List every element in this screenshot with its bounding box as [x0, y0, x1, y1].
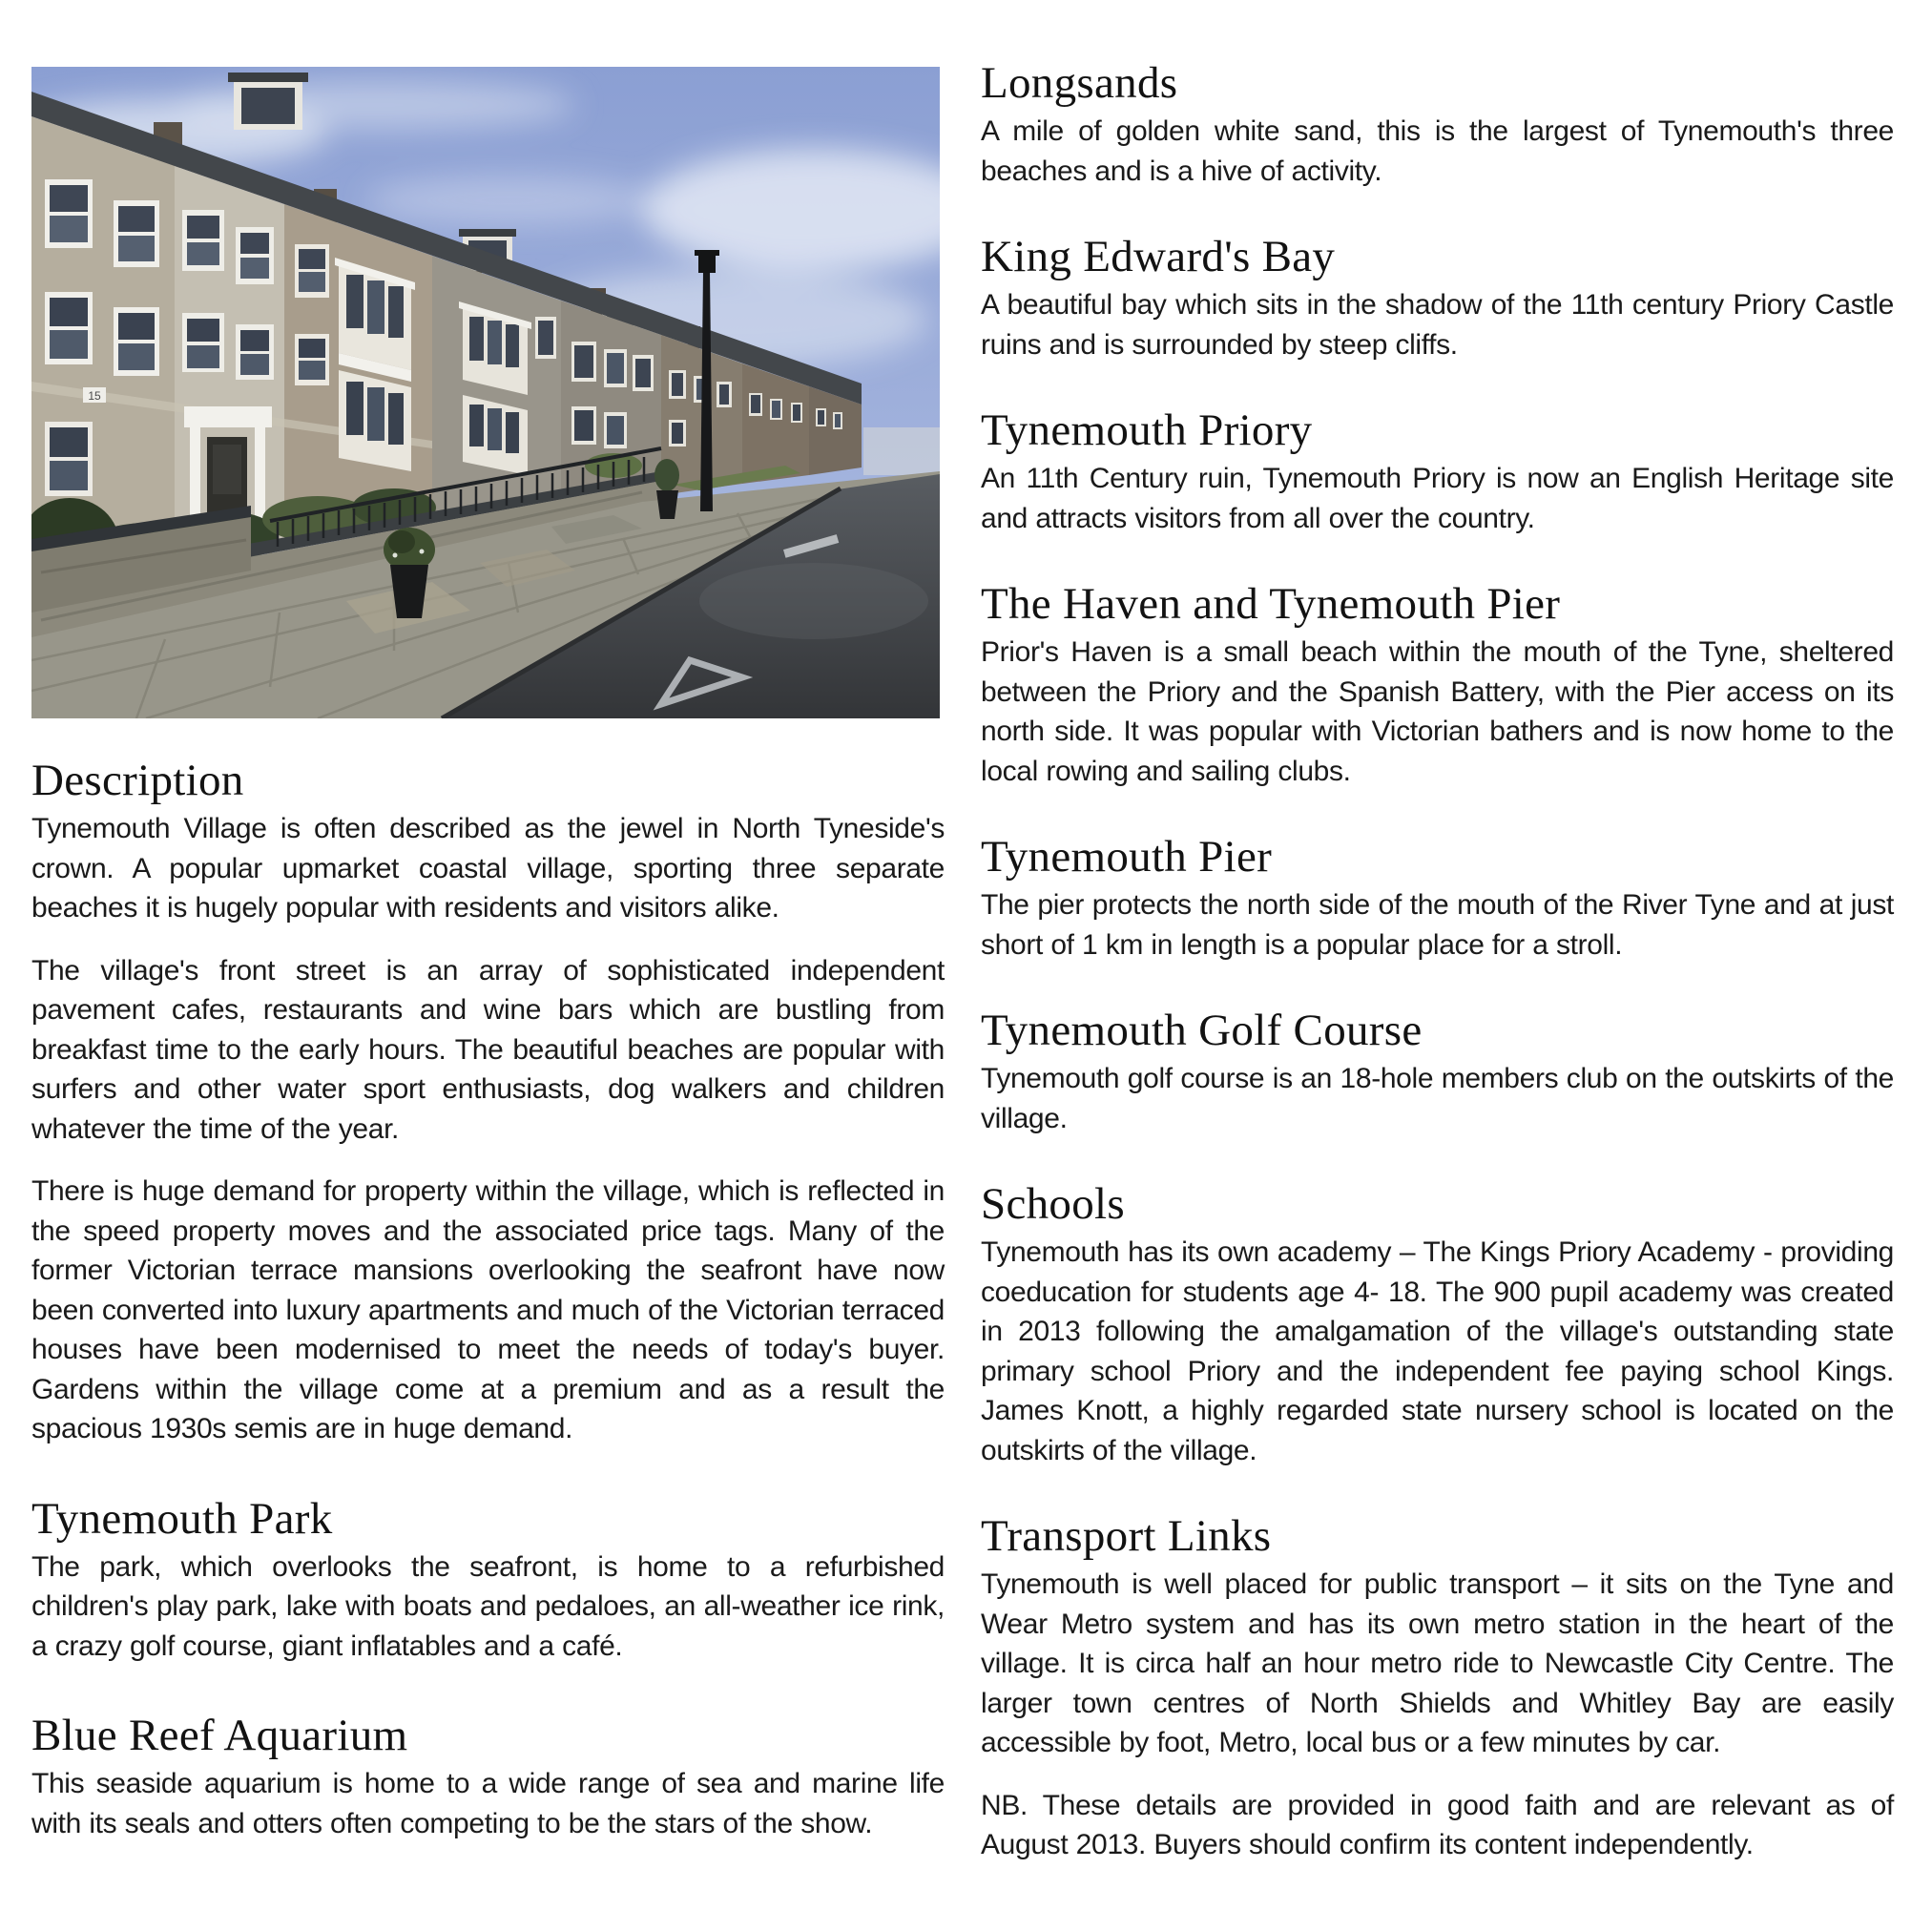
svg-text:15: 15: [88, 389, 101, 403]
section-heading: Schools: [981, 1179, 1125, 1229]
section-haven-and-pier: [981, 580, 1894, 791]
section-paragraph: Tynemouth has its own academy – The Kings Priory Academy - providing coeducation for students age 4- 18. The 900 pupil academy was created in 2013 following the amalgamation of the village's outstanding state primary school Priory and the independent fee paying school Kings. James Knott, a highly regarded state nursery school is located on the outskirts of the village.: [981, 1236, 1894, 1466]
section-paragraph: The park, which overlooks the seafront, is home to a refurbished children's play park, lake with boats and pedaloes, an all-weather ice rink, a crazy golf course, giant inflatables and a café.: [31, 1550, 945, 1662]
section-paragraph: There is huge demand for property within the village, which is reflected in the speed property moves and the associated price tags. Many of the former Victorian terrace mansions overlooking the seafront have now been converted into luxury apartments and much of the Victorian terraced houses have been modernised to meet the needs of today's buyer. Gardens within the village come at a premium and as a result the spacious 1930s semis are in huge demand.: [31, 1175, 945, 1444]
section-king-edwards-bay: [981, 233, 1894, 364]
section-paragraph: This seaside aquarium is home to a wide range of sea and marine life with its seals and otters often competing to be the stars of the show.: [31, 1768, 945, 1839]
disclaimer-note: NB. These details are provided in good faith and are relevant as of August 2013. Buyers should confirm its content independently.: [981, 1789, 1894, 1860]
section-paragraph: Tynemouth golf course is an 18-hole members club on the outskirts of the village.: [981, 1063, 1894, 1134]
section-description: [31, 757, 945, 1449]
section-paragraph: Tynemouth Village is often described as the jewel in North Tyneside's crown. A popular upmarket coastal village, sporting three separate beaches it is hugely popular with residents and visitors alike.: [31, 813, 945, 924]
section-golf-course: [981, 1007, 1894, 1138]
section-paragraph: An 11th Century ruin, Tynemouth Priory is now an English Heritage site and attracts visitors from all over the country.: [981, 463, 1894, 534]
section-blue-reef-aquarium: [31, 1712, 945, 1843]
section-paragraph: The pier protects the north side of the mouth of the River Tyne and at just short of 1 km in length is a popular place for a stroll.: [981, 889, 1894, 961]
section-paragraph: A beautiful bay which sits in the shadow of the 11th century Priory Castle ruins and is surrounded by steep cliffs.: [981, 289, 1894, 361]
right-column: [981, 59, 1894, 1888]
street-photo-illustration: [31, 67, 940, 718]
section-heading: Blue Reef Aquarium: [31, 1711, 408, 1760]
section-schools: [981, 1180, 1894, 1470]
section-heading: King Edward's Bay: [981, 232, 1336, 281]
section-heading: Tynemouth Park: [31, 1493, 333, 1544]
section-heading: The Haven and Tynemouth Pier: [981, 579, 1561, 629]
section-heading: Tynemouth Priory: [981, 405, 1313, 455]
section-paragraph: A mile of golden white sand, this is the largest of Tynemouth's three beaches and is a hive of activity.: [981, 115, 1894, 187]
section-heading: Description: [31, 756, 244, 805]
street-photo: [31, 67, 940, 718]
section-longsands: [981, 59, 1894, 191]
section-transport-links: [981, 1512, 1894, 1763]
section-heading: Transport Links: [981, 1511, 1272, 1561]
section-tynemouth-priory: [981, 406, 1894, 538]
section-heading: Longsands: [981, 58, 1178, 108]
house-number-plaque: [83, 387, 106, 403]
section-tynemouth-pier: [981, 833, 1894, 965]
section-paragraph: The village's front street is an array of sophisticated independent pavement cafes, restaurants and wine bars which are bustling from breakfast time to the early hours. The beautiful beaches are popular with surfers and other water sport enthusiasts, dog walkers and children whatever the time of the year.: [31, 954, 945, 1145]
section-tynemouth-park: [31, 1495, 945, 1667]
section-heading: Tynemouth Golf Course: [981, 1006, 1423, 1055]
section-heading: Tynemouth Pier: [981, 832, 1273, 882]
photo-distant-buildings: [863, 427, 940, 475]
section-paragraph: Prior's Haven is a small beach within the mouth of the Tyne, sheltered between the Priory and the Spanish Battery, with the Pier access on its north side. It was popular with Victorian bathers and is now home to the local rowing and sailing clubs.: [981, 636, 1894, 787]
left-column: [31, 67, 945, 1843]
section-paragraph: Tynemouth is well placed for public transport – it sits on the Tyne and Wear Metro system and has its own metro station in the heart of the village. It is circa half an hour metro ride to Newcastle City Centre. The larger town centres of North Shields and Whitley Bay are easily accessible by foot, Metro, local bus or a few minutes by car.: [981, 1568, 1894, 1758]
